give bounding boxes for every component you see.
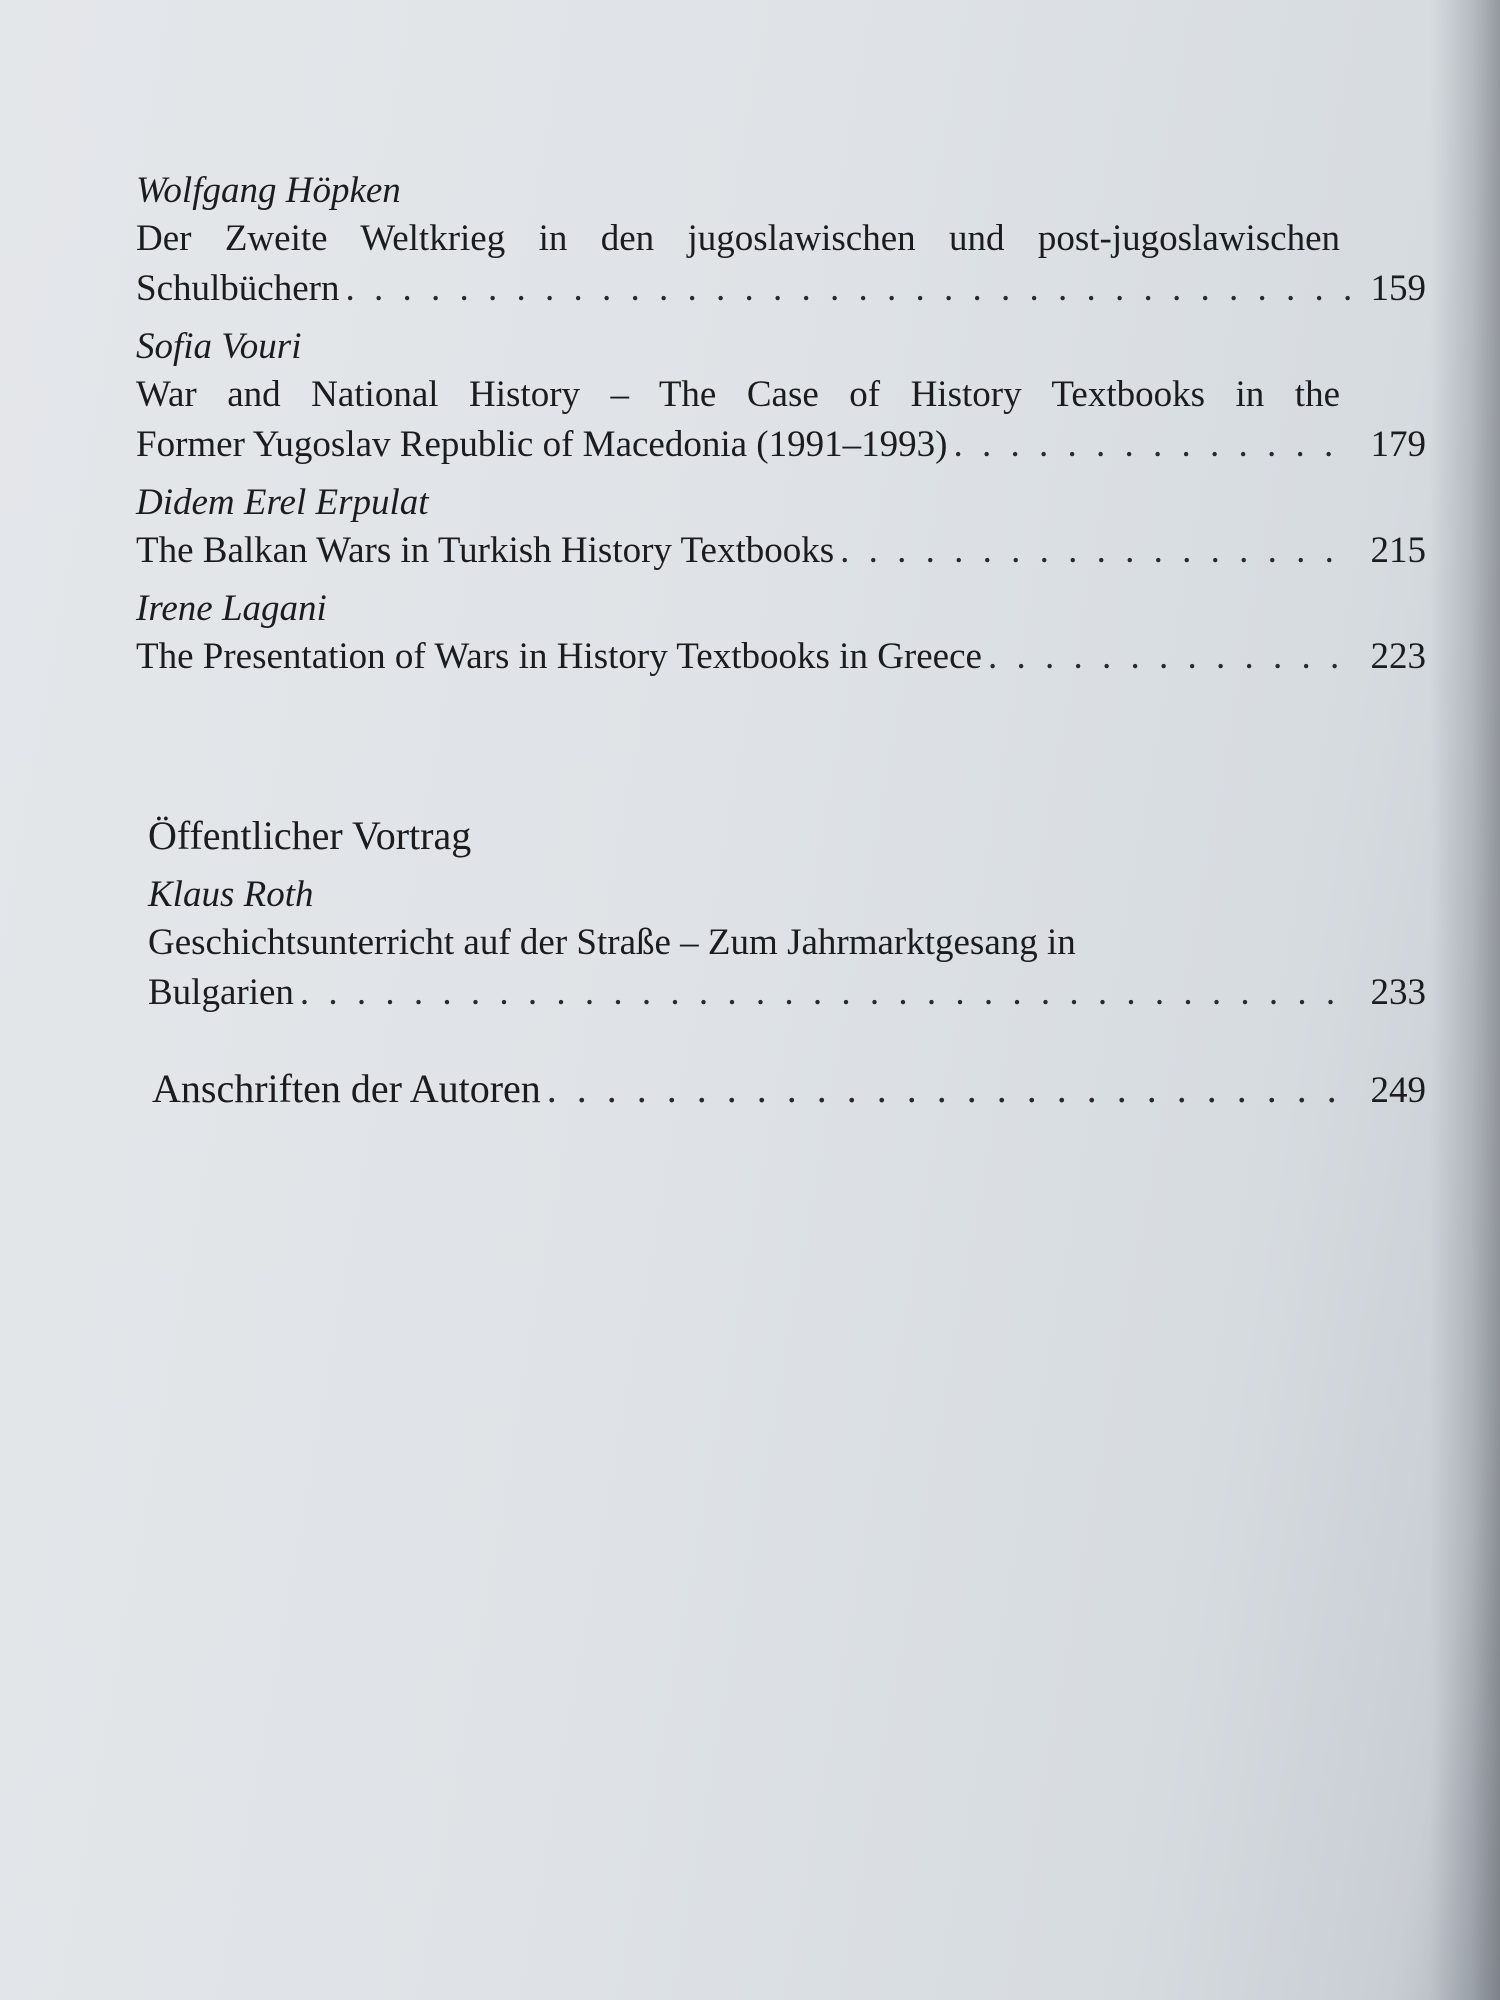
- toc-entry: [136, 324, 1426, 470]
- entry-title-line: War and National History – The Case of History Textbooks in the: [136, 374, 1340, 415]
- dot-leader: [988, 632, 1350, 682]
- page-number: 179: [1370, 424, 1426, 465]
- entry-author: Wolfgang Höpken: [136, 170, 401, 211]
- toc-entry: [136, 586, 1426, 682]
- dot-leader: [840, 526, 1350, 576]
- entry-title-line: The Presentation of Wars in History Textbooks in Greece: [136, 636, 982, 677]
- page-number: 223: [1370, 636, 1426, 677]
- entry-title-row: [148, 968, 1426, 1018]
- entry-title-line: Der Zweite Weltkrieg in den jugoslawischen und post-jugoslawischen: [136, 218, 1340, 259]
- entry-title-line: The Balkan Wars in Turkish History Textbooks: [136, 530, 835, 571]
- entry-author: Irene Lagani: [136, 588, 327, 629]
- entry-author: Klaus Roth: [148, 874, 314, 915]
- entry-title-line: Geschichtsunterricht auf der Straße – Zum Jahrmarktgesang in: [148, 922, 1076, 963]
- entry-author: Sofia Vouri: [136, 326, 302, 367]
- toc-entry: [136, 480, 1426, 576]
- entry-title-line: Schulbüchern: [136, 268, 340, 309]
- toc-entry: [136, 168, 1426, 314]
- page-number: 249: [1370, 1070, 1426, 1111]
- entry-title-row: [136, 264, 1426, 314]
- page-number: 233: [1370, 972, 1426, 1013]
- entry-title-row: [136, 632, 1426, 682]
- page-edge-shadow: [1430, 0, 1500, 2000]
- authors-addresses-label: Anschriften der Autoren: [152, 1066, 541, 1111]
- page-number: 215: [1370, 530, 1426, 571]
- section-heading: Öffentlicher Vortrag: [148, 813, 472, 858]
- dot-leader: [547, 1064, 1350, 1114]
- toc-entry: [148, 872, 1426, 1018]
- page-number: 159: [1370, 268, 1426, 309]
- entry-title-line: Former Yugoslav Republic of Macedonia (1991–1993): [136, 424, 948, 465]
- table-of-contents: [136, 168, 1426, 1116]
- dot-leader: [300, 968, 1350, 1018]
- entry-title-line: Bulgarien: [148, 972, 294, 1013]
- entry-title-row: [136, 526, 1426, 576]
- entry-author: Didem Erel Erpulat: [136, 482, 429, 523]
- dot-leader: [953, 420, 1350, 470]
- dot-leader: [345, 264, 1350, 314]
- entry-title-row: [136, 420, 1426, 470]
- authors-addresses-row: [152, 1064, 1426, 1116]
